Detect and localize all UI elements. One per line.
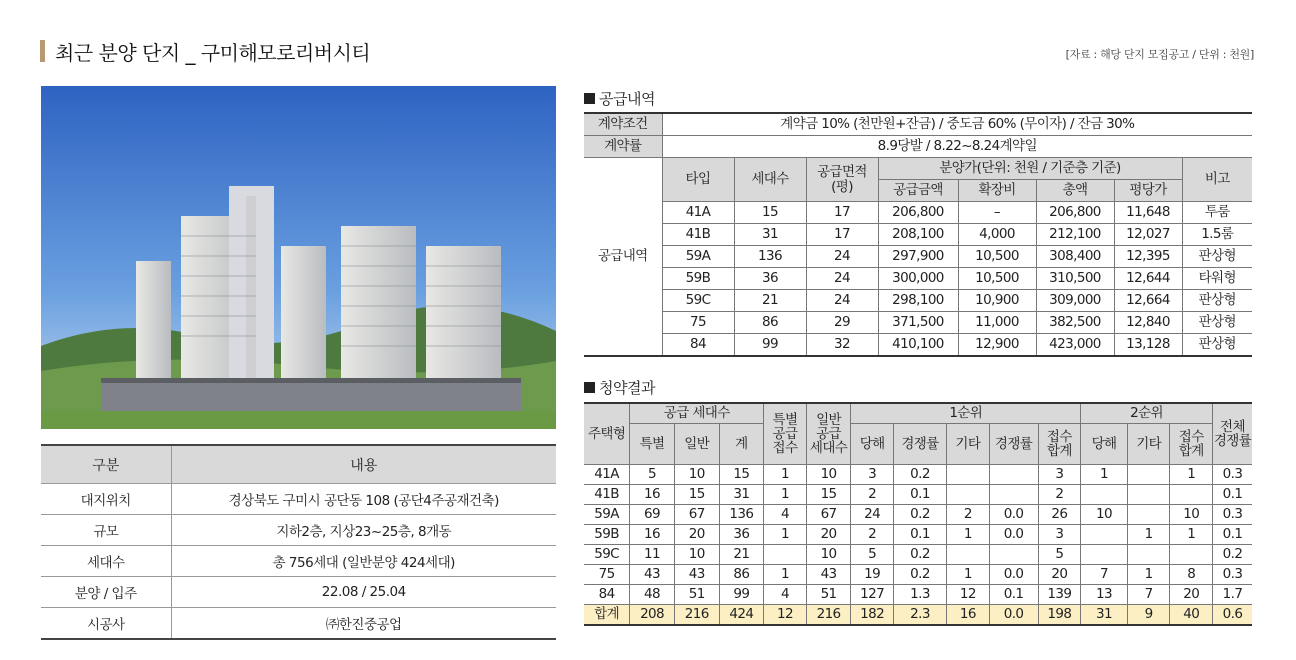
cell: 12 <box>764 605 807 626</box>
cell: 84 <box>662 334 734 357</box>
cell: 4 <box>764 505 807 525</box>
supply-section-title: 공급내역 <box>584 88 655 109</box>
header-housing-type: 주택형 <box>584 403 630 465</box>
cell: 309,000 <box>1036 290 1114 312</box>
cell: 16 <box>947 605 990 626</box>
cell: 10,500 <box>958 246 1036 268</box>
cell: 17 <box>806 202 878 224</box>
cell: 1 <box>764 525 807 545</box>
table-row <box>584 334 1252 357</box>
header-r2-local: 당해 <box>1081 424 1128 465</box>
cell: 424 <box>719 605 764 626</box>
cell: 84 <box>584 585 630 605</box>
header-rank1: 1순위 <box>851 403 1081 424</box>
cell: 208 <box>630 605 675 626</box>
supply-contract-row <box>584 113 1252 136</box>
cell: 139 <box>1038 585 1081 605</box>
info-label: 규모 <box>41 515 171 546</box>
table-row <box>584 565 1252 585</box>
cell: 40 <box>1170 605 1213 626</box>
supply-header-row <box>584 158 1252 180</box>
cell: 10 <box>674 545 719 565</box>
header-supply-households: 공급 세대수 <box>630 403 764 424</box>
header-note: 비고 <box>1182 158 1252 202</box>
table-row <box>584 246 1252 268</box>
info-row <box>41 484 556 515</box>
cell: 2 <box>851 525 894 545</box>
info-value: ㈜한진중공업 <box>171 608 556 640</box>
cell: 16 <box>630 525 675 545</box>
cell: 12,027 <box>1114 224 1182 246</box>
cell: 1 <box>1170 525 1213 545</box>
header-expansion: 확장비 <box>958 180 1036 202</box>
cell: 20 <box>674 525 719 545</box>
cell: 136 <box>719 505 764 525</box>
cell: 43 <box>674 565 719 585</box>
cell: 2.3 <box>893 605 946 626</box>
header-total: 총액 <box>1036 180 1114 202</box>
cell: 41A <box>662 202 734 224</box>
info-label: 시공사 <box>41 608 171 640</box>
header-sum: 계 <box>719 424 764 465</box>
cell: 48 <box>630 585 675 605</box>
cell <box>764 545 807 565</box>
cell: 0.1 <box>1213 525 1253 545</box>
cell: 216 <box>806 605 851 626</box>
cell: 11 <box>630 545 675 565</box>
cell: 41A <box>584 465 630 485</box>
info-value: 지하2층, 지상23~25층, 8개동 <box>171 515 556 546</box>
sub-header-row <box>584 403 1252 424</box>
header-per-pyeong: 평당가 <box>1114 180 1182 202</box>
cell: 0.2 <box>893 505 946 525</box>
cell: 208,100 <box>878 224 958 246</box>
cell: 0.3 <box>1213 565 1253 585</box>
cell <box>947 465 990 485</box>
header-supply-amount: 공급금액 <box>878 180 958 202</box>
cell: 11,648 <box>1114 202 1182 224</box>
header-r1-other: 기타 <box>947 424 990 465</box>
cell: 3 <box>1038 525 1081 545</box>
complex-info-table <box>41 444 556 640</box>
cell: 86 <box>719 565 764 585</box>
info-header-category: 구분 <box>41 445 171 484</box>
cell: 0.3 <box>1213 505 1253 525</box>
cell: 0.2 <box>893 545 946 565</box>
cell: 382,500 <box>1036 312 1114 334</box>
cell: 0.2 <box>893 465 946 485</box>
info-label: 대지위치 <box>41 484 171 515</box>
cell: 15 <box>806 485 851 505</box>
cell: 0.1 <box>1213 485 1253 505</box>
cell: 10,900 <box>958 290 1036 312</box>
table-row <box>584 585 1252 605</box>
cell: 127 <box>851 585 894 605</box>
cell: 310,500 <box>1036 268 1114 290</box>
cell <box>947 485 990 505</box>
cell: 7 <box>1127 585 1170 605</box>
cell <box>1081 485 1128 505</box>
sub-subheader-row <box>584 424 1252 465</box>
cell: 36 <box>734 268 806 290</box>
cell <box>1127 545 1170 565</box>
cell: 10 <box>1170 505 1213 525</box>
header-general: 일반 <box>674 424 719 465</box>
cell: 59A <box>662 246 734 268</box>
cell: 31 <box>719 485 764 505</box>
header-r2-accept-total: 접수 합계 <box>1170 424 1213 465</box>
cell: 17 <box>806 224 878 246</box>
cell: 0.0 <box>989 525 1038 545</box>
cell: 5 <box>851 545 894 565</box>
cell: 75 <box>662 312 734 334</box>
cell: 0.0 <box>989 565 1038 585</box>
cell: 0.0 <box>989 605 1038 626</box>
header-overall-ratio: 전체 경쟁률 <box>1213 403 1253 465</box>
cell <box>989 465 1038 485</box>
rate-label: 계약률 <box>584 136 662 158</box>
cell: 2 <box>1038 485 1081 505</box>
cell: – <box>958 202 1036 224</box>
cell: 판상형 <box>1182 290 1252 312</box>
supply-table <box>584 112 1252 357</box>
header-general-supply: 일반 공급 세대수 <box>806 403 851 465</box>
table-row <box>584 224 1252 246</box>
square-bullet-icon <box>584 382 595 393</box>
cell: 59A <box>584 505 630 525</box>
table-row <box>584 525 1252 545</box>
cell <box>1170 545 1213 565</box>
cell: 7 <box>1081 565 1128 585</box>
cell: 1 <box>947 565 990 585</box>
cell <box>1081 525 1128 545</box>
cell: 0.1 <box>893 485 946 505</box>
cell: 1 <box>764 565 807 585</box>
cell: 99 <box>719 585 764 605</box>
cell: 67 <box>674 505 719 525</box>
cell: 216 <box>674 605 719 626</box>
header-r2-other: 기타 <box>1127 424 1170 465</box>
cell: 5 <box>630 465 675 485</box>
cell: 3 <box>1038 465 1081 485</box>
cell: 86 <box>734 312 806 334</box>
header-r1-local: 당해 <box>851 424 894 465</box>
info-value: 경상북도 구미시 공단동 108 (공단4주공재건축) <box>171 484 556 515</box>
header-r1-accept-total: 접수 합계 <box>1038 424 1081 465</box>
table-row <box>584 505 1252 525</box>
cell: 20 <box>1038 565 1081 585</box>
cell: 36 <box>719 525 764 545</box>
info-row <box>41 546 556 577</box>
contract-label: 계약조건 <box>584 113 662 136</box>
cell: 12,900 <box>958 334 1036 357</box>
cell <box>1127 465 1170 485</box>
cell: 26 <box>1038 505 1081 525</box>
info-value: 총 756세대 (일반분양 424세대) <box>171 546 556 577</box>
cell: 59C <box>584 545 630 565</box>
cell: 10 <box>1081 505 1128 525</box>
cell: 합계 <box>584 605 630 626</box>
cell: 10 <box>806 545 851 565</box>
cell: 21 <box>734 290 806 312</box>
cell: 2 <box>947 505 990 525</box>
rate-value: 8.9당발 / 8.22~8.24계약일 <box>662 136 1252 158</box>
cell: 12,664 <box>1114 290 1182 312</box>
cell: 13 <box>1081 585 1128 605</box>
subscription-section-title: 청약결과 <box>584 377 655 398</box>
cell <box>1081 545 1128 565</box>
cell: 1 <box>764 485 807 505</box>
cell: 59B <box>584 525 630 545</box>
cell: 판상형 <box>1182 312 1252 334</box>
cell: 136 <box>734 246 806 268</box>
cell: 32 <box>806 334 878 357</box>
cell: 4 <box>764 585 807 605</box>
table-row <box>584 202 1252 224</box>
cell: 5 <box>1038 545 1081 565</box>
cell: 판상형 <box>1182 246 1252 268</box>
cell: 212,100 <box>1036 224 1114 246</box>
cell: 1.3 <box>893 585 946 605</box>
cell: 13,128 <box>1114 334 1182 357</box>
info-row <box>41 608 556 640</box>
cell: 타워형 <box>1182 268 1252 290</box>
cell: 1.5룸 <box>1182 224 1252 246</box>
cell: 12,644 <box>1114 268 1182 290</box>
table-row <box>584 545 1252 565</box>
cell: 20 <box>806 525 851 545</box>
cell: 59B <box>662 268 734 290</box>
cell: 0.6 <box>1213 605 1253 626</box>
table-row <box>584 290 1252 312</box>
info-row <box>41 577 556 608</box>
cell: 298,100 <box>878 290 958 312</box>
cell: 12 <box>947 585 990 605</box>
cell: 0.1 <box>893 525 946 545</box>
cell: 3 <box>851 465 894 485</box>
header-households: 세대수 <box>734 158 806 202</box>
table-row <box>584 485 1252 505</box>
cell: 198 <box>1038 605 1081 626</box>
header-rank2: 2순위 <box>1081 403 1213 424</box>
cell: 69 <box>630 505 675 525</box>
cell: 15 <box>674 485 719 505</box>
cell: 1 <box>1081 465 1128 485</box>
cell: 0.3 <box>1213 465 1253 485</box>
cell: 51 <box>674 585 719 605</box>
cell: 43 <box>806 565 851 585</box>
apartment-rendering-illustration <box>41 86 556 429</box>
cell: 10 <box>806 465 851 485</box>
cell: 206,800 <box>1036 202 1114 224</box>
cell: 41B <box>584 485 630 505</box>
cell: 423,000 <box>1036 334 1114 357</box>
cell: 1 <box>1127 525 1170 545</box>
cell: 67 <box>806 505 851 525</box>
cell: 1 <box>1127 565 1170 585</box>
cell: 10,500 <box>958 268 1036 290</box>
cell: 1.7 <box>1213 585 1253 605</box>
source-note: [자료 : 해당 단지 모집공고 / 단위 : 천원] <box>1065 48 1254 61</box>
cell: 2 <box>851 485 894 505</box>
cell: 24 <box>806 268 878 290</box>
cell: 1 <box>1170 465 1213 485</box>
cell: 371,500 <box>878 312 958 334</box>
header-special-accept: 특별 공급 접수 <box>764 403 807 465</box>
cell: 75 <box>584 565 630 585</box>
cell: 99 <box>734 334 806 357</box>
info-row <box>41 515 556 546</box>
cell: 0.2 <box>1213 545 1253 565</box>
cell: 9 <box>1127 605 1170 626</box>
supply-group-label: 공급내역 <box>584 158 662 357</box>
table-row <box>584 465 1252 485</box>
cell: 0.0 <box>989 505 1038 525</box>
cell <box>989 545 1038 565</box>
subscription-results-table <box>584 402 1252 626</box>
cell: 29 <box>806 312 878 334</box>
table-row <box>584 268 1252 290</box>
cell: 16 <box>630 485 675 505</box>
cell: 1 <box>764 465 807 485</box>
cell: 300,000 <box>878 268 958 290</box>
cell: 0.1 <box>989 585 1038 605</box>
header-area: 공급면적 (평) <box>806 158 878 202</box>
info-value: 22.08 / 25.04 <box>171 577 556 608</box>
cell <box>1127 505 1170 525</box>
page-title-bar <box>40 38 370 64</box>
cell: 21 <box>719 545 764 565</box>
cell: 4,000 <box>958 224 1036 246</box>
cell: 24 <box>806 246 878 268</box>
header-special: 특별 <box>630 424 675 465</box>
cell: 12,840 <box>1114 312 1182 334</box>
cell: 15 <box>719 465 764 485</box>
cell: 206,800 <box>878 202 958 224</box>
cell: 31 <box>1081 605 1128 626</box>
contract-value: 계약금 10% (천만원+잔금) / 중도금 60% (무이자) / 잔금 30% <box>662 113 1252 136</box>
cell: 투룸 <box>1182 202 1252 224</box>
info-label: 세대수 <box>41 546 171 577</box>
cell <box>1127 485 1170 505</box>
cell: 182 <box>851 605 894 626</box>
cell: 308,400 <box>1036 246 1114 268</box>
cell: 19 <box>851 565 894 585</box>
header-r1-other-ratio: 경쟁률 <box>989 424 1038 465</box>
cell: 10 <box>674 465 719 485</box>
cell: 297,900 <box>878 246 958 268</box>
cell: 31 <box>734 224 806 246</box>
header-r1-ratio: 경쟁률 <box>893 424 946 465</box>
complex-rendering-image <box>41 86 556 429</box>
cell: 41B <box>662 224 734 246</box>
cell: 1 <box>947 525 990 545</box>
table-row <box>584 312 1252 334</box>
cell: 59C <box>662 290 734 312</box>
info-label: 분양 / 입주 <box>41 577 171 608</box>
cell: 20 <box>1170 585 1213 605</box>
cell <box>947 545 990 565</box>
cell: 24 <box>806 290 878 312</box>
cell: 43 <box>630 565 675 585</box>
cell: 0.2 <box>893 565 946 585</box>
cell: 15 <box>734 202 806 224</box>
cell <box>1170 485 1213 505</box>
cell: 51 <box>806 585 851 605</box>
cell: 판상형 <box>1182 334 1252 357</box>
cell <box>989 485 1038 505</box>
title-accent-mark <box>40 40 45 62</box>
square-bullet-icon <box>584 93 595 104</box>
cell: 11,000 <box>958 312 1036 334</box>
info-header-content: 내용 <box>171 445 556 484</box>
total-row <box>584 605 1252 626</box>
header-price-group: 분양가(단위: 천원 / 기준층 기준) <box>878 158 1182 180</box>
header-type: 타입 <box>662 158 734 202</box>
cell: 8 <box>1170 565 1213 585</box>
page-title: 최근 분양 단지 _ 구미해모로리버시티 <box>55 40 371 65</box>
cell: 12,395 <box>1114 246 1182 268</box>
cell: 410,100 <box>878 334 958 357</box>
cell: 24 <box>851 505 894 525</box>
supply-rate-row <box>584 136 1252 158</box>
